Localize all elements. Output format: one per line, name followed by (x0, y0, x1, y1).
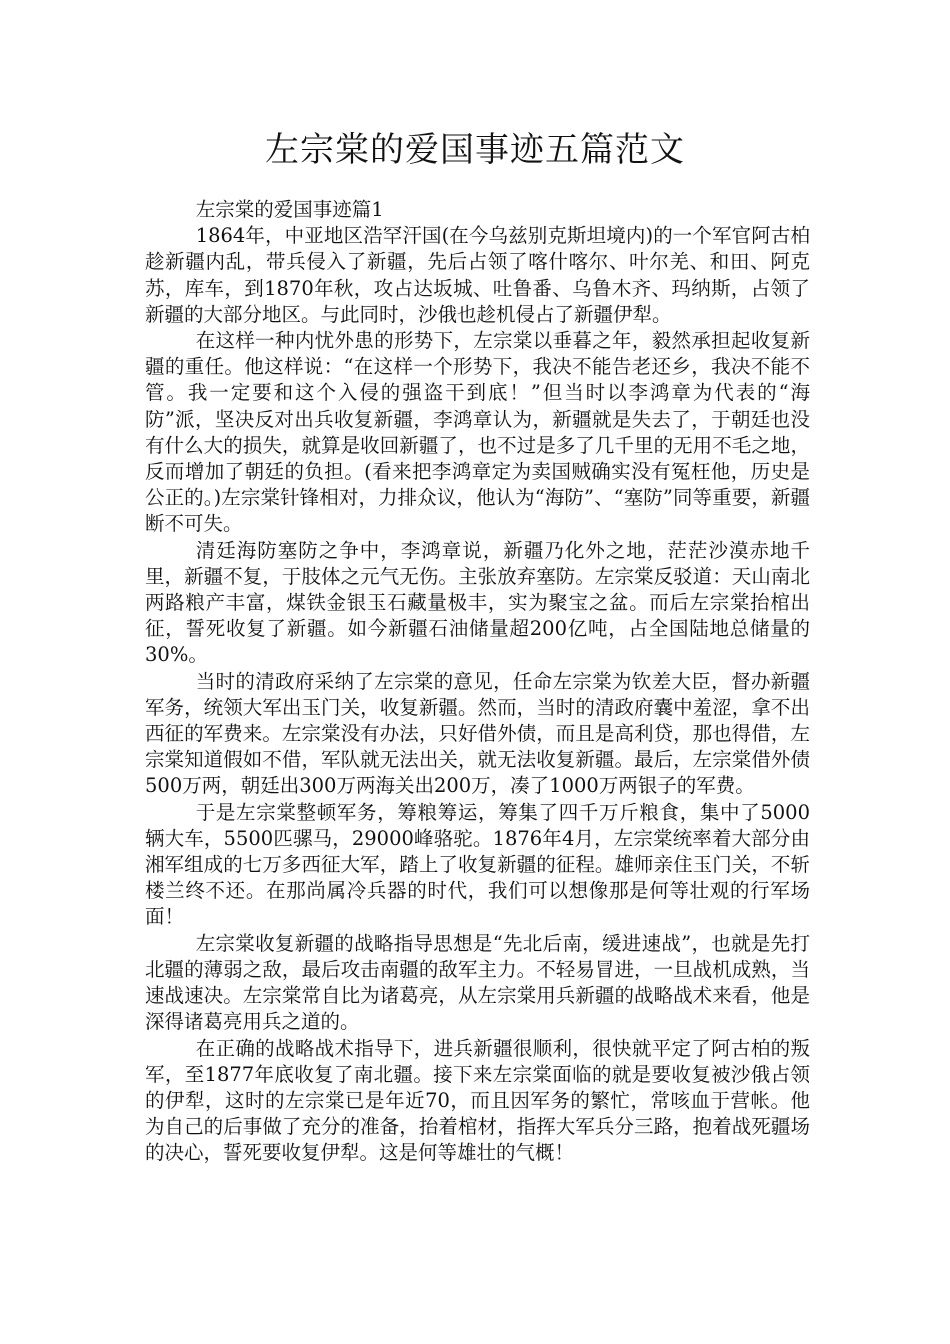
paragraph-5: 于是左宗棠整顿军务，筹粮筹运，筹集了四千万斤粮食，集中了5000辆大车，5500匹骡马，29000峰骆驼。1876年4月，左宗棠统率着大部分由湘军组成的七万多西征大军，踏上了收复新疆的征程。雄师亲住玉门关，不斩楼兰终不还。在那尚属冷兵器的时代，我们可以想像那是何等壮观的行军场面！ (145, 800, 810, 929)
paragraph-7: 在正确的战略战术指导下，进兵新疆很顺利，很快就平定了阿古柏的叛军，至1877年底收复了南北疆。接下来左宗棠面临的就是要收复被沙俄占领的伊犁，这时的左宗棠已是年近70，而且因军务的繁忙，常咳血于营帐。他为自己的后事做了充分的准备，抬着棺材，指挥大军兵分三路，抱着战死疆场的决心，誓死要收复伊犁。这是何等雄壮的气概！ (145, 1036, 810, 1165)
document-title: 左宗棠的爱国事迹五篇范文 (265, 130, 685, 170)
paragraph-6: 左宗棠收复新疆的战略指导思想是“先北后南，缓进速战”，也就是先打北疆的薄弱之敌，最后攻击南疆的敌军主力。不轻易冒进，一旦战机成熟，当速战速决。左宗棠常自比为诸葛亮，从左宗棠用兵新疆的战略战术来看，他是深得诸葛亮用兵之道的。 (145, 931, 810, 1034)
document-body (145, 197, 810, 1167)
paragraph-2: 在这样一种内忧外患的形势下，左宗棠以垂暮之年，毅然承担起收复新疆的重任。他这样说：“在这样一个形势下，我决不能告老还乡，我决不能不管。我一定要和这个入侵的强盗干到底！”但当时以李鸿章为代表的“海防”派，坚决反对出兵收复新疆，李鸿章认为，新疆就是失去了，于朝廷也没有什么大的损失，就算是收回新疆了，也不过是多了几千里的无用不毛之地，反而增加了朝廷的负担。(看来把李鸿章定为卖国贼确实没有冤枉他，历史是公正的。)左宗棠针锋相对，力排众议，他认为“海防”、“塞防”同等重要，新疆断不可失。 (145, 329, 810, 536)
paragraph-4: 当时的清政府采纳了左宗棠的意见，任命左宗棠为钦差大臣，督办新疆军务，统领大军出玉门关，收复新疆。然而，当时的清政府囊中羞涩，拿不出西征的军费来。左宗棠没有办法，只好借外债，而且是高利贷，那也得借，左宗棠知道假如不借，军队就无法出关，就无法收复新疆。最后，左宗棠借外债500万两，朝廷出300万两海关出200万，凑了1000万两银子的军费。 (145, 669, 810, 798)
paragraph-3: 清廷海防塞防之争中，李鸿章说，新疆乃化外之地，茫茫沙漠赤地千里，新疆不复，于肢体之元气无伤。主张放弃塞防。左宗棠反驳道：天山南北两路粮产丰富，煤铁金银玉石藏量极丰，实为聚宝之盆。而后左宗棠抬棺出征，誓死收复了新疆。如今新疆石油储量超200亿吨，占全国陆地总储量的30%。 (145, 538, 810, 667)
paragraph-1: 1864年，中亚地区浩罕汗国(在今乌兹别克斯坦境内)的一个军官阿古柏趁新疆内乱，带兵侵入了新疆，先后占领了喀什喀尔、叶尔羌、和田、阿克苏，库车，到1870年秋，攻占达坂城、吐鲁番、乌鲁木齐、玛纳斯，占领了新疆的大部分地区。与此同时，沙俄也趁机侵占了新疆伊犁。 (145, 224, 810, 326)
section-heading: 左宗棠的爱国事迹篇1 (195, 198, 384, 221)
